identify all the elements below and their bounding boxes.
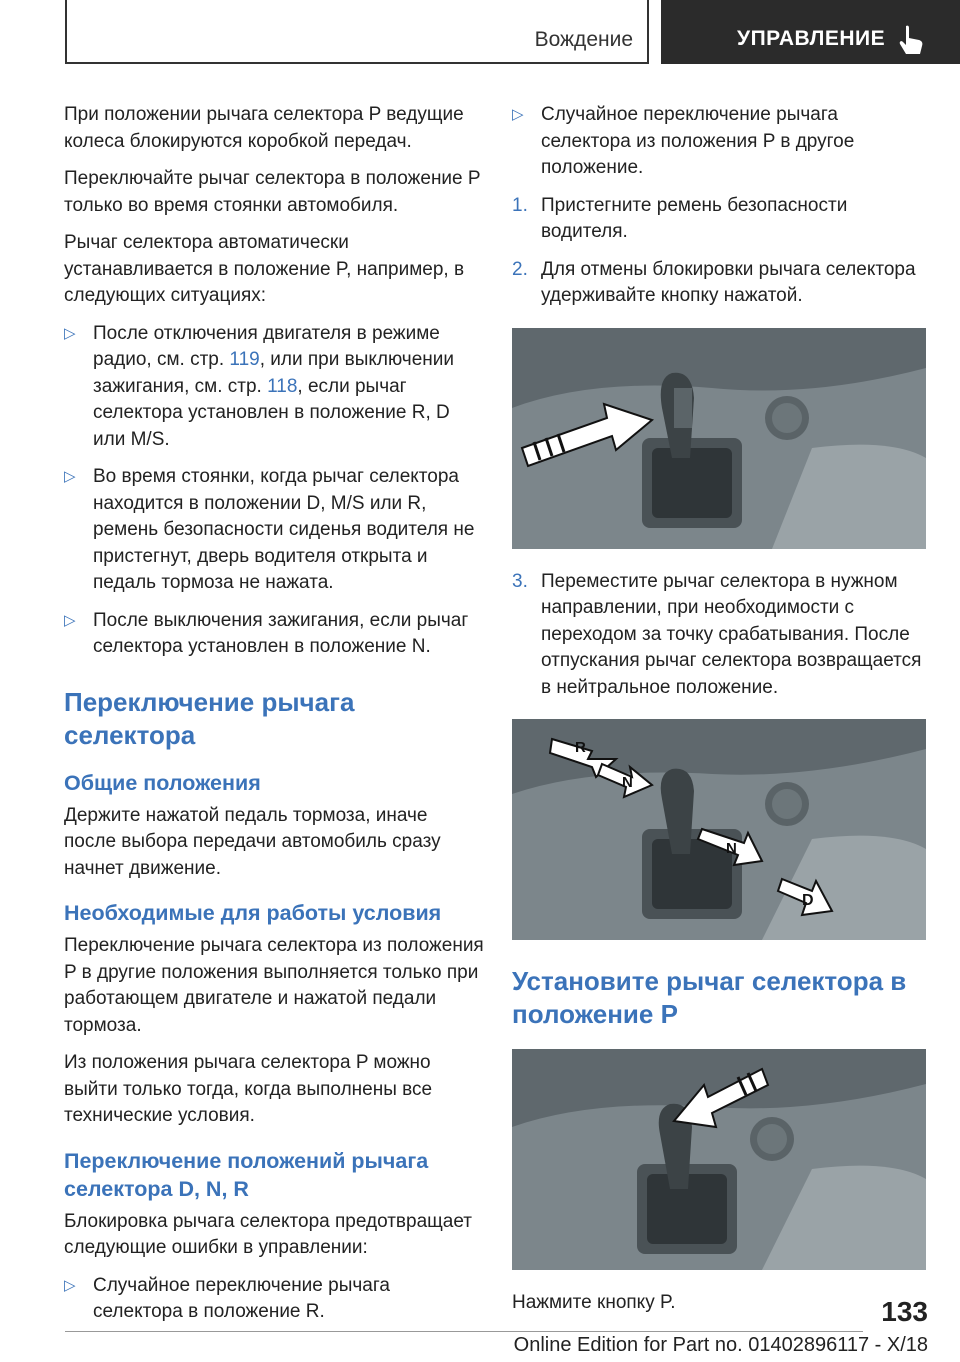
- step-number: 3.: [512, 570, 528, 592]
- list-item: [64, 464, 484, 597]
- list-item-text: Случайное переключение рычага селектора из положения P в другое положение.: [541, 104, 855, 178]
- step-item: [512, 193, 926, 246]
- subsection-heading: Необходимые для работы условия: [64, 901, 442, 925]
- header-chapter-label: УПРАВЛЕНИЕ: [737, 27, 886, 50]
- header-section-label: Вождение: [534, 28, 633, 51]
- triangle-right-icon: ▷: [64, 611, 76, 629]
- list-item: [64, 321, 484, 454]
- page-link[interactable]: 119: [229, 349, 260, 370]
- section-heading: Переключение рычага селектора: [64, 686, 355, 750]
- step-item: [512, 257, 926, 310]
- subsection-heading: Общие положения: [64, 770, 261, 795]
- triangle-right-icon: ▷: [512, 106, 524, 123]
- page-number: 133: [881, 1296, 928, 1327]
- page-link[interactable]: 118: [267, 375, 298, 397]
- direction-label-n: N: [726, 840, 737, 857]
- footer-edition: Online Edition for Part no. 01402896117 - X/18: [513, 1334, 928, 1356]
- paragraph: Блокировка рычага селектора предотвращает следующие ошибки в управлении:: [64, 1210, 472, 1258]
- paragraph: Переключайте рычаг селектора в положение P только во время стоянки автомобиля.: [64, 168, 481, 216]
- paragraph: Держите нажатой педаль тормоза, иначе после выбора передачи автомобиль сразу начнет движение.: [64, 804, 441, 879]
- hand-pointer-icon: [897, 24, 925, 56]
- step-number: 2.: [512, 258, 528, 280]
- header-chapter-tab: [661, 0, 960, 64]
- direction-label-n: N: [622, 774, 633, 791]
- step-number: 1.: [512, 194, 528, 216]
- list-item-text: Во время стоянки, когда рычаг селектора находится в положении D, M/S или R, ремень безопасности сиденья водителя не пристегнут, дверь водителя открыта и педаль тормоза не нажата.: [93, 466, 475, 593]
- list-item-text: Случайное переключение рычага селектора в положение R.: [93, 1274, 390, 1322]
- gear-selector-photo-p-button: [512, 1049, 926, 1270]
- left-column: [64, 102, 484, 1337]
- step-item: [512, 569, 926, 702]
- triangle-right-icon: ▷: [64, 1276, 76, 1294]
- paragraph: Переключение рычага селектора из положения P в другие положения выполняется только при работающем двигателе и нажатой педали тормоза.: [64, 935, 484, 1036]
- subsection-heading: Переключение положений рычага селектора D, N, R: [64, 1148, 429, 1201]
- footer-divider: [65, 1331, 863, 1332]
- triangle-right-icon: ▷: [64, 324, 76, 342]
- header-section-tab: [65, 0, 649, 64]
- list-item-text: , или при выключении зажигания, см. стр.: [93, 349, 454, 397]
- paragraph: Рычаг селектора автоматически устанавливается в положение P, например, в следующих ситуациях:: [64, 232, 465, 306]
- list-item: [64, 608, 484, 661]
- step-text: Пристегните ремень безопасности водителя.: [541, 194, 848, 242]
- list-item-text: После отключения двигателя в режиме радио, см. стр.: [93, 322, 440, 370]
- step-text: Переместите рычаг селектора в нужном направлении, при необходимости с переходом за точку срабатывания. После отпускания рычаг селектора возвращается в нейтральное положение.: [541, 570, 922, 698]
- list-item-text: После выключения зажигания, если рычаг селектора установлен в положение N.: [93, 609, 469, 657]
- paragraph: При положении рычага селектора P ведущие колеса блокируются коробкой передач.: [64, 104, 464, 152]
- direction-label-d: D: [802, 892, 814, 909]
- right-column: [512, 102, 926, 1328]
- paragraph: Из положения рычага селектора P можно выйти только тогда, когда выполнены все технические условия.: [64, 1052, 433, 1126]
- gear-selector-photo-unlock-button: [512, 328, 926, 549]
- gear-selector-photo-directions: [512, 719, 926, 940]
- step-text: Для отмены блокировки рычага селектора удерживайте кнопку нажатой.: [541, 258, 916, 306]
- list-item: [512, 102, 926, 182]
- paragraph: Нажмите кнопку P.: [512, 1292, 676, 1313]
- triangle-right-icon: ▷: [64, 468, 76, 485]
- list-item-text: , если рычаг селектора установлен в положение R, D или M/S.: [93, 375, 450, 450]
- list-item: [64, 1273, 484, 1326]
- direction-label-r: R: [575, 739, 586, 756]
- section-heading: Установите рычаг селектора в положение P: [512, 966, 907, 1029]
